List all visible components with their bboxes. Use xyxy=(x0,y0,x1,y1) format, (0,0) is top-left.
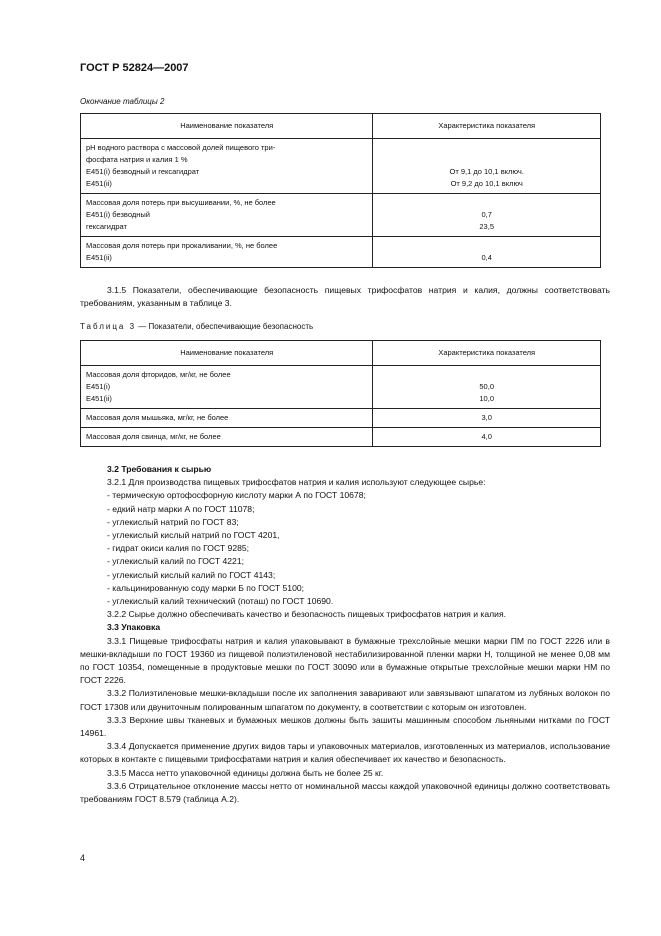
paragraph-3-3-4: 3.3.4 Допускается применение других видов тары и упаковочных материалов, изготовленных из материалов, использование которых в контакте с пищевыми трифосфатами натрия и калия обеспечивает их качество и безопасность. xyxy=(80,741,610,765)
table-cell: 4,0 xyxy=(373,428,601,447)
table-cell xyxy=(373,237,601,268)
paragraph-3-3-1: 3.3.1 Пищевые трифосфаты натрия и калия упаковывают в бумажные трехслойные мешки марки ПМ по ГОСТ 2226 или в мешки-вкладыши по ГОСТ 19360 из пищевой полиэтиленовой нестабилизированной пленки марки Н, толщиной не менее 0,08 мм по ГОСТ 10354, помещенные в продуктовые мешки по ГОСТ 30090 или в бумажные открытые трехслойные мешки марки НМ по ГОСТ 2226. xyxy=(80,635,610,686)
list-item: - термическую ортофосфорную кислоту марки А по ГОСТ 10678; xyxy=(107,490,366,501)
table-row xyxy=(81,366,601,409)
document-header: ГОСТ Р 52824—2007 xyxy=(80,62,189,74)
cell-line: Е451(i) безводный xyxy=(86,210,150,219)
list-item: - кальцинированную соду марки Б по ГОСТ 5100; xyxy=(107,582,305,593)
table-row xyxy=(81,409,601,428)
table-row xyxy=(81,139,601,194)
table-cell xyxy=(373,194,601,237)
cell-line: Массовая доля потерь при высушивании, %, не более xyxy=(86,198,276,207)
paragraph-3-1-5 xyxy=(80,284,610,310)
list-item: - углекислый кислый калий по ГОСТ 4143; xyxy=(107,569,276,580)
paragraph-3-2-2: 3.2.2 Сырье должно обеспечивать качество и безопасность пищевых трифосфатов натрия и калия. xyxy=(107,609,506,620)
paragraph-3-2-1: 3.2.1 Для производства пищевых трифосфатов натрия и калия используют следующее сырье: xyxy=(107,477,486,488)
list-item: - едкий натр марки А по ГОСТ 11078; xyxy=(107,503,255,514)
section-heading-3-2: 3.2 Требования к сырью xyxy=(107,464,212,474)
table-cell: 3,0 xyxy=(373,409,601,428)
cell-value: 10,0 xyxy=(479,394,494,403)
column-header: Наименование показателя xyxy=(81,114,373,139)
table-row xyxy=(81,237,601,268)
table-cell xyxy=(81,237,373,268)
cell-line: Массовая доля потерь при прокаливании, %, не более xyxy=(86,241,278,250)
list-item: - углекислый натрий по ГОСТ 83; xyxy=(107,516,239,527)
paragraph-3-3-5: 3.3.5 Масса нетто упаковочной единицы должна быть не более 25 кг. xyxy=(107,767,384,778)
table-cell xyxy=(373,139,601,194)
body-text xyxy=(80,463,610,806)
list-item: - углекислый кислый натрий по ГОСТ 4201, xyxy=(107,530,280,541)
table3-caption-prefix: Таблица 3 xyxy=(80,322,137,331)
cell-value: 0,4 xyxy=(481,253,492,262)
table3-caption-text: — Показатели, обеспечивающие безопасность xyxy=(136,322,314,331)
table-cell xyxy=(81,139,373,194)
cell-line: Е451(ii) xyxy=(86,179,112,188)
table-row xyxy=(81,428,601,447)
cell-value: 0,7 xyxy=(481,210,492,219)
list-item: - гидрат окиси калия по ГОСТ 9285; xyxy=(107,543,250,554)
table-cell xyxy=(81,366,373,409)
column-header: Характеристика показателя xyxy=(373,114,601,139)
paragraph-text: 3.1.5 Показатели, обеспечивающие безопасность пищевых трифосфатов натрия и калия, должны соответствовать требованиям, указанным в таблице 3. xyxy=(80,285,610,309)
table-header-row xyxy=(81,114,601,139)
table3-caption xyxy=(80,322,313,331)
cell-line: гексагидрат xyxy=(86,222,127,231)
cell-value: 23,5 xyxy=(479,222,494,231)
table-cell: Массовая доля мышьяка, мг/кг, не более xyxy=(81,409,373,428)
column-header: Наименование показателя xyxy=(81,341,373,366)
cell-value: От 9,2 до 10,1 включ xyxy=(450,179,523,188)
table2-caption: Окончание таблицы 2 xyxy=(80,97,165,106)
section-heading-3-3: 3.3 Упаковка xyxy=(107,622,161,633)
table-cell xyxy=(81,194,373,237)
cell-value: От 9,1 до 10,1 включ. xyxy=(449,167,524,176)
cell-line: Е451(ii) xyxy=(86,253,112,262)
cell-line: Е451(ii) xyxy=(86,394,112,403)
cell-value: 50,0 xyxy=(479,382,494,391)
paragraph-3-3-3: 3.3.3 Верхние швы тканевых и бумажных мешков должны быть зашиты машинным способом льняными нитками по ГОСТ 14961. xyxy=(80,714,610,739)
paragraph-3-3-6: 3.3.6 Отрицательное отклонение массы нетто от номинальной массы каждой упаковочной единицы должно соответствовать требованиям ГОСТ 8.579 (таблица А.2). xyxy=(80,780,610,805)
page-number: 4 xyxy=(80,853,86,863)
table-cell xyxy=(373,366,601,409)
list-item: - углекислый калий технический (поташ) по ГОСТ 10690. xyxy=(107,596,334,607)
cell-line: Массовая доля фторидов, мг/кг, не более xyxy=(86,370,231,379)
table-header-row xyxy=(81,341,601,366)
column-header: Характеристика показателя xyxy=(373,341,601,366)
cell-line: Е451(i) безводный и гексагидрат xyxy=(86,167,200,176)
cell-line: Е451(i) xyxy=(86,382,111,391)
cell-line: фосфата натрия и калия 1 % xyxy=(86,155,188,164)
table3 xyxy=(80,340,601,447)
table-row xyxy=(81,194,601,237)
paragraph-3-3-2: 3.3.2 Полиэтиленовые мешки-вкладыши после их заполнения заваривают или завязывают шпагатом из лубяных волокон по ГОСТ 17308 или двуниточным полированным шпагатом по документу, в соответствии с которым он изготовлен. xyxy=(80,688,610,712)
table-cell: Массовая доля свинца, мг/кг, не более xyxy=(81,428,373,447)
table2 xyxy=(80,113,601,268)
list-item: - углекислый калий по ГОСТ 4221; xyxy=(107,556,244,567)
cell-line: рН водного раствора с массовой долей пищевого три- xyxy=(86,143,276,152)
